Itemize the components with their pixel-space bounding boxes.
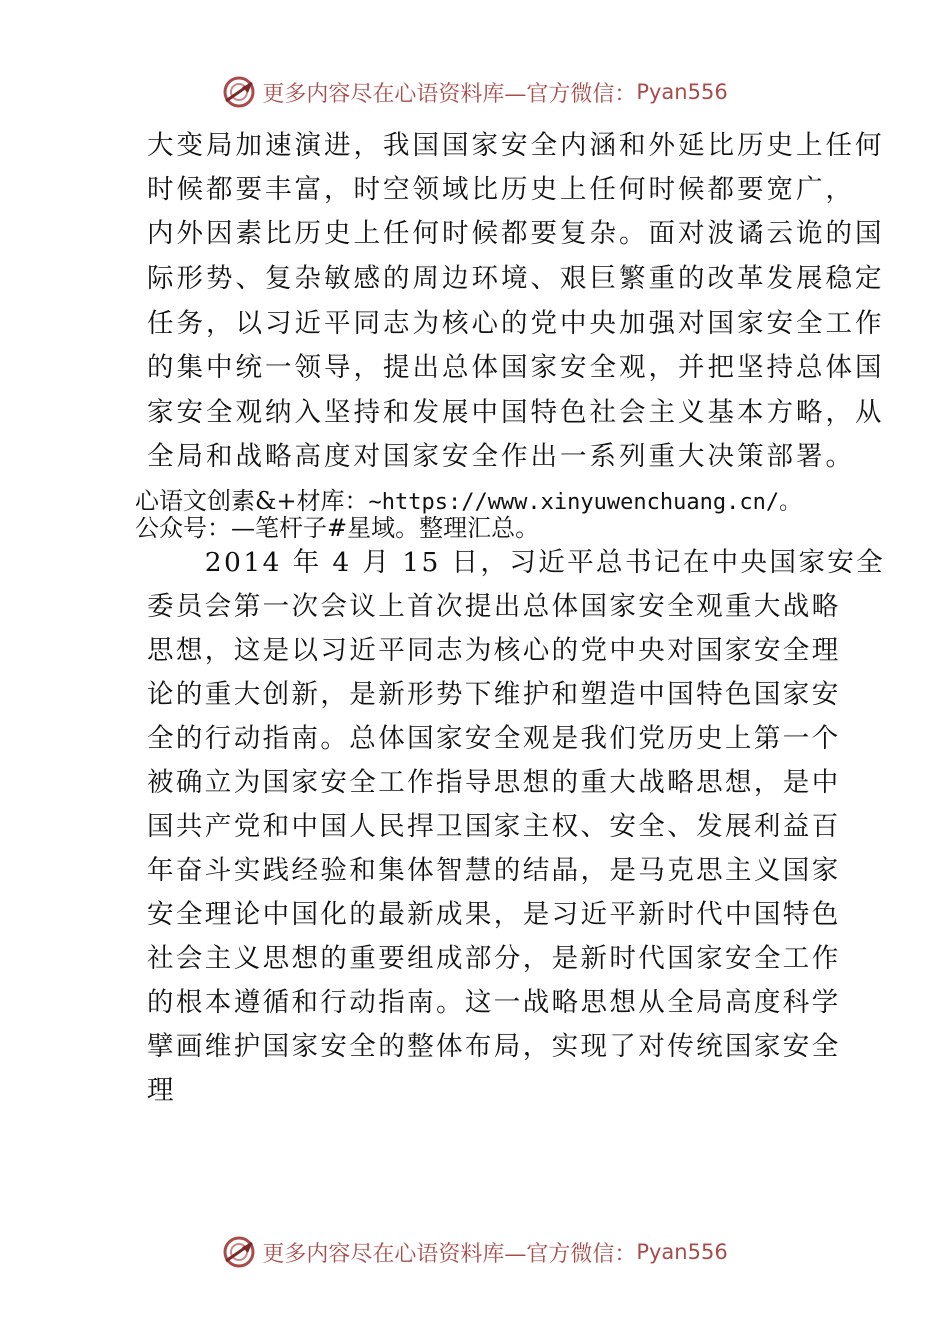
paragraph-line: 社会主义思想的重要组成部分，是新时代国家安全工作 <box>147 943 841 974</box>
paragraph-line: 论的重大创新，是新形势下维护和塑造中国特色国家安 <box>147 679 841 710</box>
logo-icon <box>222 75 256 109</box>
banner-wechat-id: Pyan556 <box>636 1240 728 1264</box>
paragraph-line: 年奋斗实践经验和集体智慧的结晶，是马克思主义国家 <box>147 855 841 886</box>
paragraph-line: 全的行动指南。总体国家安全观是我们党历史上第一个 <box>147 723 841 754</box>
watermark-line-1 <box>135 487 801 517</box>
paragraph-line: 国共产党和中国人民捍卫国家主权、安全、发展利益百 <box>147 811 841 842</box>
header-banner <box>0 72 950 112</box>
paragraph-line: 内外因素比历史上任何时候都要复杂。面对波谲云诡的国 <box>147 218 885 249</box>
paragraph-line: 2014 年 4 月 15 日，习近平总书记在中央国家安全 <box>147 547 886 578</box>
banner-text: 更多内容尽在心语资料库—官方微信： <box>262 81 637 107</box>
paragraph-line: 任务，以习近平同志为核心的党中央加强对国家安全工作 <box>147 308 885 339</box>
paragraph-line: 全局和战略高度对国家安全作出一系列重大决策部署。 <box>147 441 855 472</box>
watermark-url: ~https://www.xinyuwenchuang.cn/。 <box>368 490 802 515</box>
banner-text: 更多内容尽在心语资料库—官方微信： <box>262 1241 637 1267</box>
watermark-line-2: 公众号：—笔杆子#星域。整理汇总。 <box>135 514 540 542</box>
paragraph-line: 安全理论中国化的最新成果，是习近平新时代中国特色 <box>147 899 841 930</box>
paragraph-line: 理 <box>147 1075 176 1106</box>
paragraph-line: 时候都要丰富，时空领域比历史上任何时候都要宽广， <box>147 174 855 205</box>
paragraph-line: 家安全观纳入坚持和发展中国特色社会主义基本方略，从 <box>147 397 885 428</box>
paragraph-line: 的集中统一领导，提出总体国家安全观，并把坚持总体国 <box>147 352 885 383</box>
paragraph-line: 被确立为国家安全工作指导思想的重大战略思想，是中 <box>147 767 841 798</box>
paragraph-line: 大变局加速演进，我国国家安全内涵和外延比历史上任何 <box>147 130 885 161</box>
paragraph-line: 委员会第一次会议上首次提出总体国家安全观重大战略 <box>147 591 841 622</box>
banner-wechat-id: Pyan556 <box>636 80 728 104</box>
footer-banner <box>0 1232 950 1272</box>
paragraph-line: 思想，这是以习近平同志为核心的党中央对国家安全理 <box>147 635 841 666</box>
paragraph-line: 际形势、复杂敏感的周边环境、艰巨繁重的改革发展稳定 <box>147 263 885 294</box>
watermark-prefix: 心语文创素&+材库： <box>135 487 369 515</box>
paragraph-line: 的根本遵循和行动指南。这一战略思想从全局高度科学 <box>147 987 841 1018</box>
logo-icon <box>222 1235 256 1269</box>
paragraph-line: 擘画维护国家安全的整体布局，实现了对传统国家安全 <box>147 1031 841 1062</box>
